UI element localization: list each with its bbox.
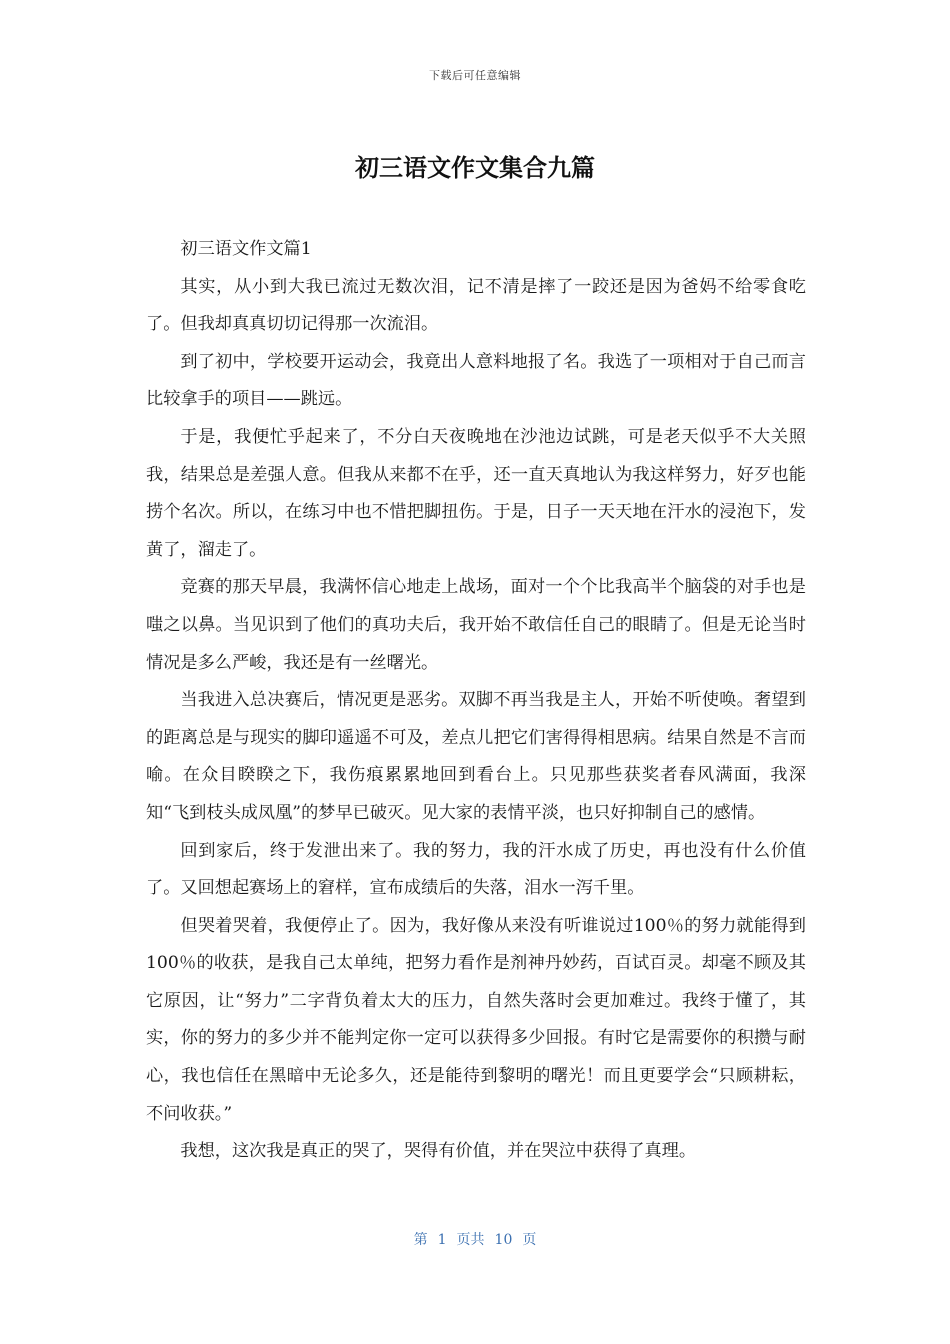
paragraph: 于是，我便忙乎起来了，不分白天夜晚地在沙池边试跳，可是老天似乎不大关照我，结果总是差强人意。但我从来都不在乎，还一直天真地认为我这样努力，好歹也能捞个名次。所以，在练习中也不惜把脚扭伤。于是，日子一天天地在汗水的浸泡下，发黄了，溜走了。: [146, 426, 806, 560]
footer-total-pages: 10: [494, 1232, 513, 1248]
paragraph: 我想，这次我是真正的哭了，哭得有价值，并在哭泣中获得了真理。: [180, 1141, 697, 1162]
page-header-note: 下载后可任意编辑: [429, 69, 521, 82]
paragraph: 回到家后，终于发泄出来了。我的努力，我的汗水成了历史，再也没有什么价值了。又回想起赛场上的窘样，宣布成绩后的失落，泪水一泻千里。: [146, 840, 806, 899]
paragraph: 竞赛的那天早晨，我满怀信心地走上战场，面对一个个比我高半个脑袋的对手也是嗤之以鼻。当见识到了他们的真功夫后，我开始不敢信任自己的眼睛了。但是无论当时情况是多么严峻，我还是有一丝曙光。: [146, 577, 806, 673]
footer-current-page: 1: [437, 1232, 447, 1248]
page-number-footer: [0, 1229, 950, 1249]
document-title: 初三语文作文集合九篇: [355, 154, 595, 182]
paragraph: 其实，从小到大我已流过无数次泪，记不清是摔了一跤还是因为爸妈不给零食吃了。但我却真真切切记得那一次流泪。: [146, 276, 806, 335]
footer-middle-word: 页共: [456, 1232, 485, 1248]
footer-page-word: 第: [413, 1232, 428, 1248]
paragraph: 到了初中，学校要开运动会，我竟出人意料地报了名。我选了一项相对于自己而言比较拿手的项目——跳远。: [146, 351, 806, 410]
footer-end-word: 页: [522, 1232, 537, 1248]
paragraph: 当我进入总决赛后，情况更是恶劣。双脚不再当我是主人，开始不听使唤。奢望到的距离总是与现实的脚印遥遥不可及，差点儿把它们害得得相思病。结果自然是不言而喻。在众目睽睽之下，我伤痕累累地回到看台上。只见那些获奖者春风满面，我深知“飞到枝头成凤凰”的梦早已破灭。见大家的表情平淡，也只好抑制自己的感情。: [146, 690, 806, 823]
document-body: [146, 231, 806, 1171]
paragraph: 但哭着哭着，我便停止了。因为，我好像从来没有听谁说过100％的努力就能得到100％的收获，是我自己太单纯，把努力看作是剂神丹妙药，百试百灵。却毫不顾及其它原因，让“努力”二字背负着太大的压力，自然失落时会更加难过。我终于懂了，其实，你的努力的多少并不能判定你一定可以获得多少回报。有时它是需要你的积攒与耐心，我也信任在黑暗中无论多久，还是能待到黎明的曙光！而且更要学会“只顾耕耘，不问收获。”: [146, 915, 806, 1124]
section-heading: 初三语文作文篇1: [180, 239, 312, 259]
